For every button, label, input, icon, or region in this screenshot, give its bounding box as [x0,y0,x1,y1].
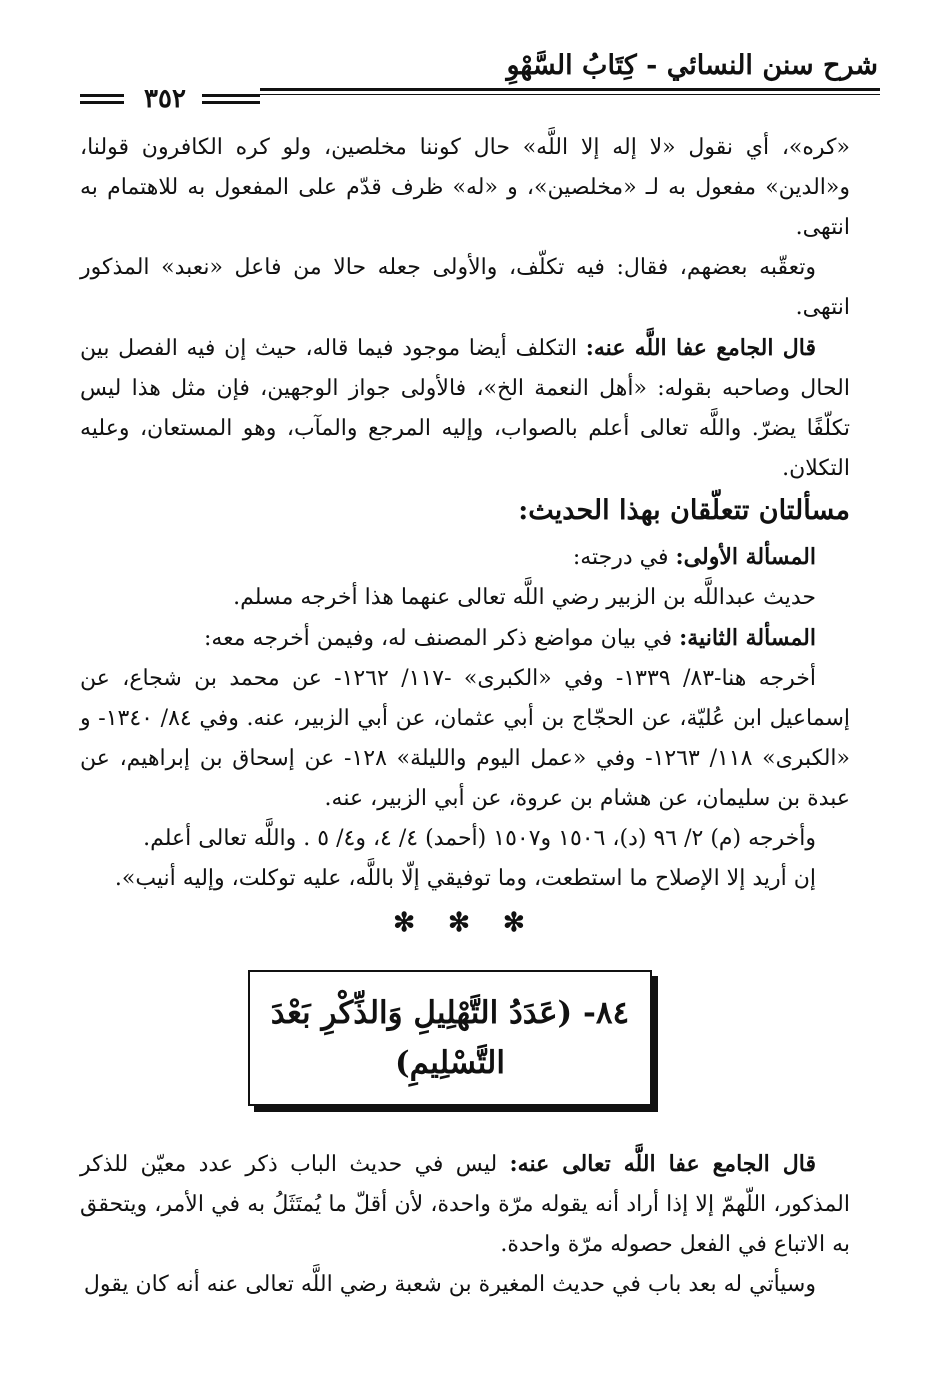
paragraph-lead: قال الجامع عفا اللَّه عنه: [585,335,816,361]
chapter-title-box [248,970,652,1106]
issue-heading [80,537,850,578]
issue-text: في درجته: [572,545,676,570]
paragraph [80,578,850,618]
paragraph-text: وتعقّبه بعضهم، فقال: فيه تكلّف، والأولى جعله حالا من فاعل «نعبد» المذكور انتهى. [80,255,850,320]
paragraph [80,819,850,859]
chapter-title: ٨٤- (عَدَدُ التَّهْلِيلِ وَالذِّكْرِ بَعْدَ التَّسْلِيمِ) [270,995,630,1081]
paragraph [80,328,850,489]
paragraph-text: إن أريد إلا الإصلاح ما استطعت، وما توفيقي إلّا باللَّه، عليه توكلت، وإليه أنيب». [114,866,816,891]
paragraph-text: وسيأتي له بعد باب في حديث المغيرة بن شعبة رضي اللَّه تعالى عنه أنه كان يقول [83,1272,816,1297]
page-number-area [70,80,260,120]
section-heading: مسألتان تتعلّقان بهذا الحديث: [518,495,850,526]
paragraph [80,1265,850,1305]
paragraph-text: التكلف أيضا موجود فيما قاله، حيث إن فيه الفصل بين الحال وصاحبه بقوله: «أهل النعمة الخ»، فالأولى جواز الوجهين، فإن مثل هذا ليس تكلّفًا يضرّ. واللَّه تعالى أعلم بالصواب، وإليه المرجع والمآب، وهو المستعان، وعليه التكلان. [80,336,850,481]
paragraph [80,1144,850,1265]
issue-heading [80,618,850,659]
page-number-ornament-left [80,94,124,108]
paragraph-text: ليس في حديث الباب ذكر عدد معيّن للذكر المذكور، اللّهمّ إلا إذا أراد أنه يقوله مرّة واحدة، لأن أقلّ ما يُمتَثَلُ به في الأمر، ويتحقق به الاتباع في الفعل حصوله مرّة واحدة. [80,1152,850,1257]
issue-lead: المسألة الثانية: [679,625,816,651]
running-title: شرح سنن النسائي - كِتَابُ السَّهْوِ [506,50,878,81]
page-number: ٣٥٢ [144,84,186,114]
chapter-text [80,1144,850,1305]
page-number-ornament-right [202,94,260,108]
main-text [80,128,850,947]
paragraph-text: «كره»، أي نقول «لا إله إلا اللَّه» حال كوننا مخلصين، ولو كره الكافرون قولنا، و«الدين» مفعول به لـ «مخلصين»، و «له» ظرف قدّم على المفعول به للاهتمام به انتهى. [80,135,850,240]
paragraph-text: أخرجه هنا-٨٣/ ١٣٣٩- وفي «الكبرى» -١١٧/ ١٢٦٢- عن محمد بن شجاع، عن إسماعيل ابن عُليّة، عن الحجّاج بن أبي عثمان، عن أبي الزبير، عنه. وفي ٨٤/ ١٣٤٠- و «الكبرى» ١١٨/ ١٢٦٣- وفي «عمل اليوم والليلة» ١٢٨- عن إسحاق بن إبراهيم، عن عبدة بن سليمان، عن هشام بن عروة، عن أبي الزبير، عنه. [80,666,851,811]
paragraph [80,859,850,899]
paragraph-text: وأخرجه (م) ٢/ ٩٦ (د)، ١٥٠٦ و١٥٠٧ (أحمد) ٤/ ٤، و٤/ ٥ . واللَّه تعالى أعلم. [143,826,816,851]
separator-stars: ✻ ✻ ✻ [393,908,537,938]
issue-lead: المسألة الأولى: [675,544,816,570]
paragraph-text: حديث عبداللَّه بن الزبير رضي اللَّه تعالى عنهما هذا أخرجه مسلم. [233,585,816,610]
issue-text: في بيان مواضع ذكر المصنف له، وفيمن أخرجه معه: [203,626,680,651]
paragraph [80,659,850,819]
paragraph-lead: قال الجامع عفا اللَّه تعالى عنه: [509,1151,816,1177]
paragraph [80,128,850,248]
paragraph [80,248,850,328]
